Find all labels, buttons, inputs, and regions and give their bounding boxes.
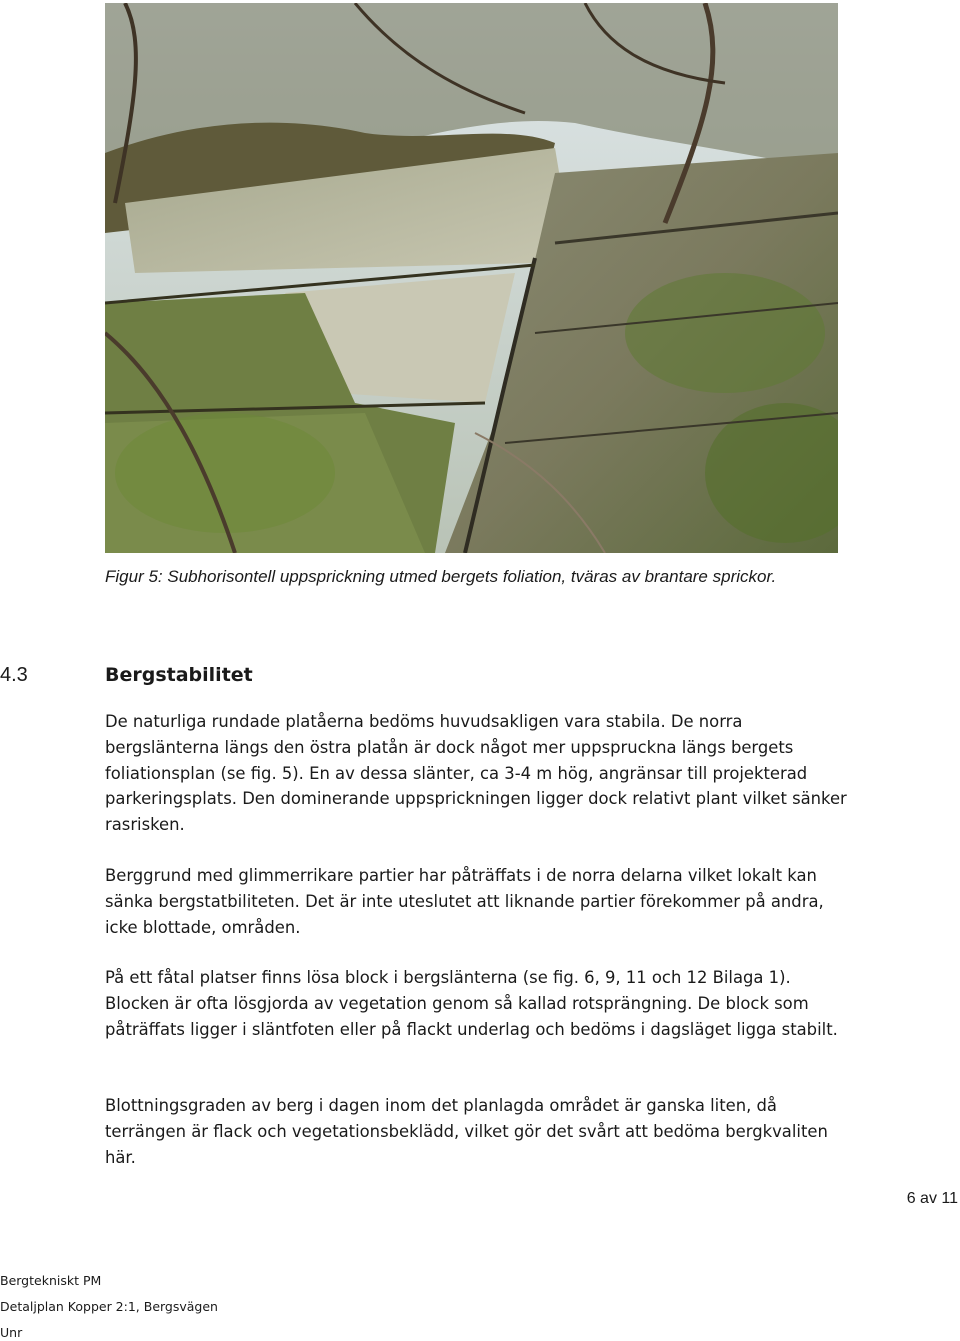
footer-project: Detaljplan Kopper 2:1, Bergsvägen: [0, 1299, 218, 1314]
section-heading: [0, 662, 900, 688]
footer-unr: Unr: [0, 1325, 23, 1340]
page-number: 6 av 11: [906, 1190, 958, 1207]
rock-outcrop-photo: [105, 3, 838, 553]
section-title: Bergstabilitet: [105, 664, 253, 686]
paragraph-exposure: Blottningsgraden av berg i dagen inom det planlagda området är ganska liten, då terrängen är flack och vegetationsbeklädd, vilket gör det svårt att bedöma bergkvaliten här.: [105, 1096, 828, 1167]
rock-outcrop-illustration: [105, 3, 838, 553]
footer-doc-type: Bergtekniskt PM: [0, 1273, 102, 1288]
paragraph-mica: Berggrund med glimmerrikare partier har påträffats i de norra delarna vilket lokalt kan sänka bergstatbiliteten. Det är inte uteslutet att liknande partier förekommer på andra, icke blottade, områden.: [105, 866, 824, 937]
paragraph-loose-blocks: På ett fåtal platser finns lösa block i bergslänterna (se fig. 6, 9, 11 och 12 Bilaga 1). Blocken är ofta lösgjorda av vegetation genom så kallad rotsprängning. De block som påträffats ligger i släntfoten eller på flackt underlag och bedöms i dagsläget ligga stabilt.: [105, 968, 838, 1039]
section-number: 4.3: [0, 664, 28, 686]
figure-caption: Figur 5: Subhorisontell uppsprickning utmed bergets foliation, tväras av brantare sprickor.: [105, 567, 777, 586]
paragraph-stability: De naturliga rundade platåerna bedöms huvudsakligen vara stabila. De norra bergslänterna längs den östra platån är dock något mer uppspruckna längs bergets foliationsplan (se fig. 5). En av dessa slänter, ca 3-4 m hög, angränsar till projekterad parkeringsplats. Den dominerande uppsprickningen ligger dock relativt plant vilket sänker rasrisken.: [105, 712, 847, 835]
